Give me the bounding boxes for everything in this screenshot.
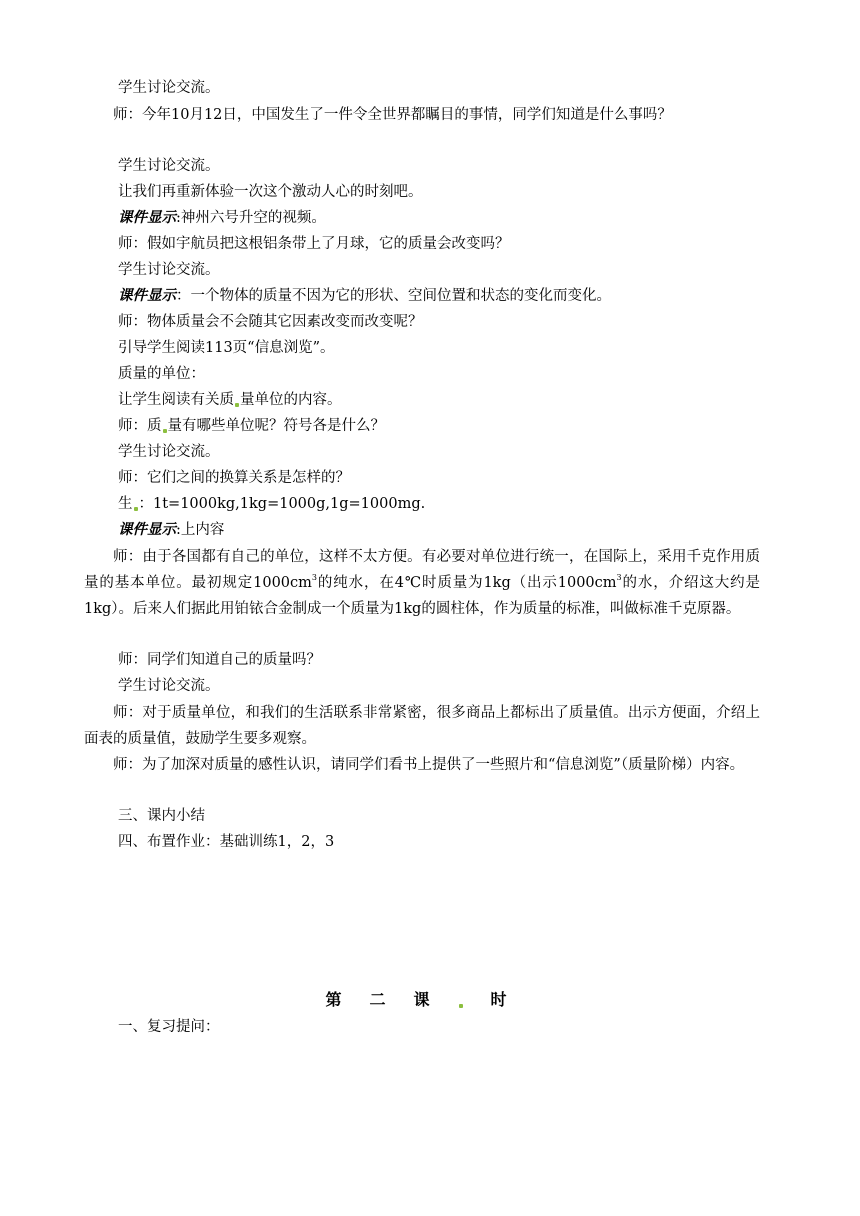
ink-dot: [163, 429, 167, 433]
courseware-label: 课件显示: [118, 287, 176, 304]
paragraph-text: ：一个物体的质量不因为它的形状、空间位置和状态的变化而变化。: [176, 288, 611, 304]
paragraph-text: 的纯水，在4℃时质量为1kg（出示1000cm: [317, 574, 617, 591]
paragraph: [118, 519, 224, 541]
paragraph: 师：同学们知道自己的质量吗？: [118, 652, 321, 668]
paragraph: 一、复习提问：: [118, 1019, 220, 1035]
paragraph-text: :神州六号升空的视频。: [176, 210, 326, 226]
paragraph-text: 师：由于各国都有自己的单位，这样不太方便。有必要对单位进行统一，在国际上，采用千克作用质量的基本单位。最初规定1000cm: [84, 549, 760, 591]
paragraph: 学生讨论交流。: [118, 262, 220, 278]
paragraph: [118, 415, 385, 437]
paragraph: 学生讨论交流。: [118, 444, 220, 460]
section-heading: [0, 987, 860, 1010]
paragraph-text: ：1t=1000kg,1kg=1000g,1g=1000mg.: [138, 496, 426, 512]
paragraph: 三、课内小结: [118, 808, 205, 824]
paragraph-text: 量有哪些单位呢？符号各是什么？: [167, 418, 385, 434]
superscript: 3: [311, 572, 317, 582]
paragraph: 师：它们之间的换算关系是怎样的？: [118, 470, 350, 486]
paragraph-text: 让学生阅读有关质: [118, 392, 234, 408]
paragraph: 学生讨论交流。: [118, 678, 220, 694]
paragraph: 师：物体质量会不会随其它因素改变而改变呢？: [118, 314, 423, 330]
paragraph: 师：今年10月12日，中国发生了一件令全世界都瞩目的事情，同学们知道是什么事吗？: [113, 107, 672, 123]
paragraph: 师：为了加深对质量的感性认识，请同学们看书上提供了一些照片和“信息浏览”（质量阶梯）内容。: [113, 757, 745, 773]
paragraph: [118, 389, 342, 411]
paragraph: 师：对于质量单位，和我们的生活联系非常紧密，很多商品上都标出了质量值。出示方便面，介绍上面表的质量值，鼓励学生要多观察。: [84, 705, 760, 747]
paragraph-text: 生: [118, 496, 133, 512]
paragraph-text: 的水，介绍这大约是1kg）。后来人们据此用铂铱合金制成一个质量为1kg的圆柱体，作为质量的标准，叫做标准千克原器。: [84, 574, 761, 617]
paragraph: [84, 545, 760, 622]
ink-dot: [134, 507, 138, 511]
courseware-label: 课件显示: [118, 209, 176, 226]
paragraph: [118, 493, 425, 515]
paragraph: [118, 285, 611, 307]
heading-text: 第二课: [325, 990, 458, 1009]
heading-text: 时: [490, 990, 535, 1009]
courseware-label: 课件显示: [118, 521, 176, 538]
paragraph: 学生讨论交流。: [118, 80, 220, 96]
paragraph-text: 量单位的内容。: [240, 392, 342, 408]
paragraph-text: :上内容: [176, 522, 225, 538]
paragraph: 让我们再重新体验一次这个激动人心的时刻吧。: [118, 184, 423, 200]
paragraph: 引导学生阅读113页“信息浏览”。: [118, 340, 335, 356]
paragraph: 质量的单位：: [118, 366, 205, 382]
paragraph: 师：假如宇航员把这根铝条带上了月球，它的质量会改变吗？: [118, 236, 510, 252]
superscript: 3: [616, 572, 622, 582]
paragraph: 四、布置作业：基础训练1，2，3: [118, 834, 335, 850]
ink-dot: [235, 403, 239, 407]
ink-dot: [459, 1004, 463, 1008]
paragraph-text: 师：质: [118, 418, 162, 434]
paragraph: [118, 207, 326, 229]
paragraph: 学生讨论交流。: [118, 158, 220, 174]
